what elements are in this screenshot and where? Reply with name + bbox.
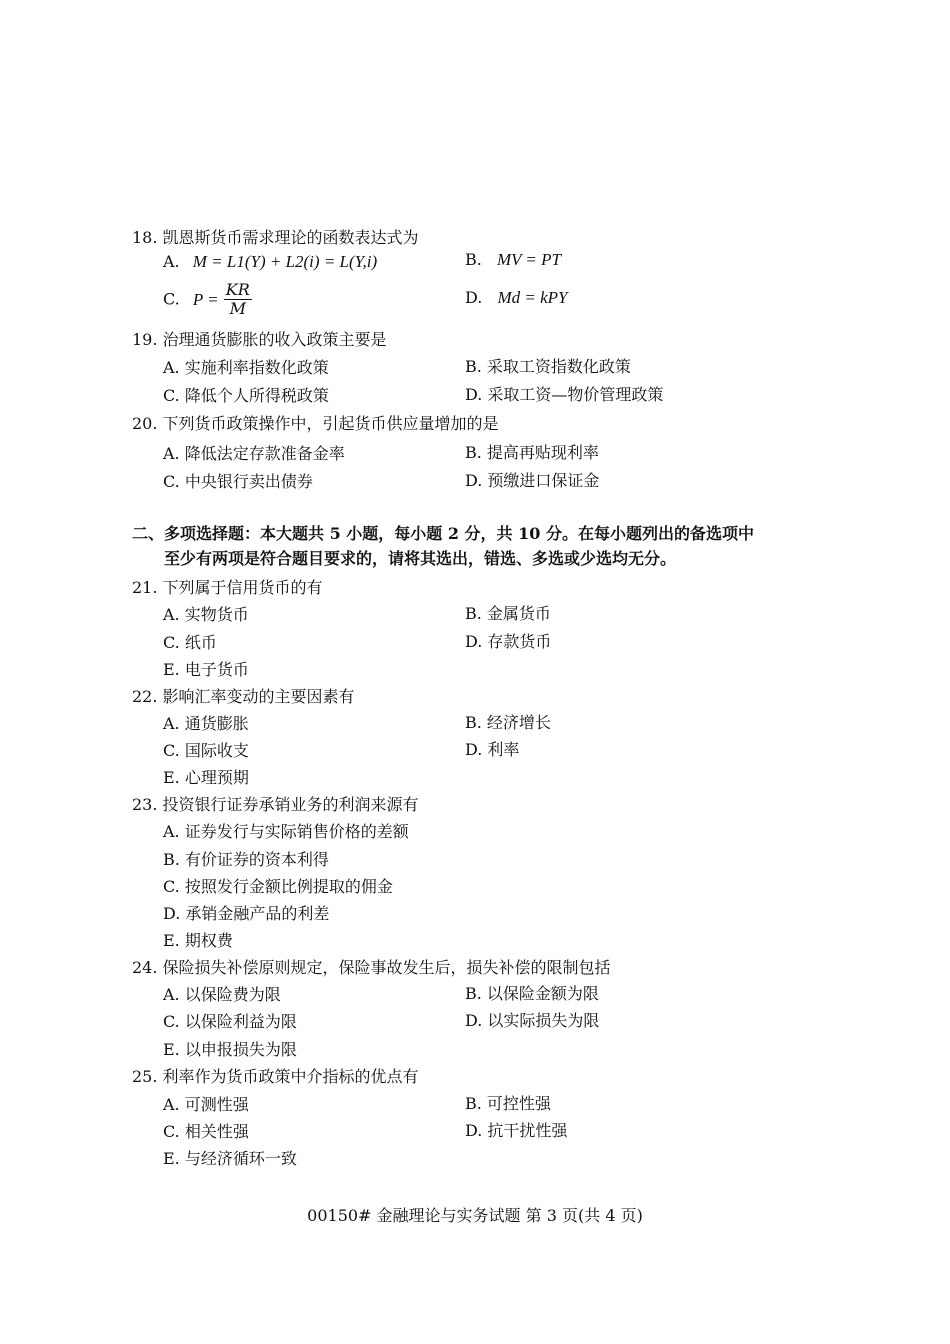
q18-option-a-label: A. xyxy=(163,252,180,271)
q23-option-c: C. 按照发行金额比例提取的佣金 xyxy=(163,877,393,896)
q18-option-c-label: C. xyxy=(163,289,180,309)
q22-stem: 22. 影响汇率变动的主要因素有 xyxy=(132,687,355,706)
q19-option-c: C. 降低个人所得税政策 xyxy=(163,386,329,405)
section-2-heading: 二、多项选择题：本大题共 5 小题，每小题 2 分，共 10 分。在每小题列出的备选项中 xyxy=(132,524,754,543)
q18-option-b-formula: MV = PT xyxy=(496,250,561,269)
q21-stem: 21. 下列属于信用货币的有 xyxy=(132,578,323,597)
q22-option-e: E. 心理预期 xyxy=(163,768,249,787)
q24-option-d: D. 以实际损失为限 xyxy=(465,1011,600,1030)
q18-option-d xyxy=(465,288,567,308)
q25-option-c: C. 相关性强 xyxy=(163,1122,249,1141)
q21-option-b: B. 金属货币 xyxy=(465,604,551,623)
q18-option-c-denominator: M xyxy=(229,299,246,318)
q25-option-b: B. 可控性强 xyxy=(465,1094,551,1113)
q18-option-c-lhs: P = xyxy=(192,289,219,309)
q20-option-c: C. 中央银行卖出债券 xyxy=(163,472,313,491)
q25-option-e: E. 与经济循环一致 xyxy=(163,1149,297,1168)
q24-option-e: E. 以申报损失为限 xyxy=(163,1040,297,1059)
q22-option-c: C. 国际收支 xyxy=(163,741,249,760)
q18-option-c-fraction xyxy=(224,281,252,318)
q24-option-b: B. 以保险金额为限 xyxy=(465,984,599,1003)
q19-option-b: B. 采取工资指数化政策 xyxy=(465,357,631,376)
q23-option-e: E. 期权费 xyxy=(163,931,233,950)
q18-option-a-formula: M = L1(Y) + L2(i) = L(Y,i) xyxy=(192,252,378,271)
q24-option-a: A. 以保险费为限 xyxy=(163,985,281,1004)
q24-option-c: C. 以保险利益为限 xyxy=(163,1012,297,1031)
q25-option-d: D. 抗干扰性强 xyxy=(465,1121,568,1140)
q20-option-b: B. 提高再贴现利率 xyxy=(465,443,599,462)
q21-option-c: C. 纸币 xyxy=(163,633,217,652)
q24-stem: 24. 保险损失补偿原则规定，保险事故发生后，损失补偿的限制包括 xyxy=(132,958,611,977)
q22-option-b: B. 经济增长 xyxy=(465,713,551,732)
q19-stem: 19. 治理通货膨胀的收入政策主要是 xyxy=(132,330,387,349)
q23-option-d: D. 承销金融产品的利差 xyxy=(163,904,330,923)
q18-option-b xyxy=(465,250,561,270)
q18-option-b-label: B. xyxy=(465,250,482,269)
q20-option-d: D. 预缴进口保证金 xyxy=(465,471,600,490)
q18-option-d-formula: Md = kPY xyxy=(497,288,568,307)
q18-stem: 18. 凯恩斯货币需求理论的函数表达式为 xyxy=(132,228,419,247)
q21-option-e: E. 电子货币 xyxy=(163,660,249,679)
q21-option-d: D. 存款货币 xyxy=(465,632,552,651)
q19-option-a: A. 实施利率指数化政策 xyxy=(163,358,329,377)
q23-stem: 23. 投资银行证券承销业务的利润来源有 xyxy=(132,795,419,814)
q18-option-a xyxy=(163,252,377,272)
q18-option-c xyxy=(163,281,252,318)
q25-option-a: A. 可测性强 xyxy=(163,1095,249,1114)
q20-stem: 20. 下列货币政策操作中，引起货币供应量增加的是 xyxy=(132,414,499,433)
q20-option-a: A. 降低法定存款准备金率 xyxy=(163,444,345,463)
page-footer: 00150# 金融理论与实务试题 第 3 页(共 4 页) xyxy=(307,1206,643,1225)
section-2-instructions: 至少有两项是符合题目要求的，请将其选出，错选、多选或少选均无分。 xyxy=(164,549,677,568)
q22-option-d: D. 利率 xyxy=(465,740,520,759)
q25-stem: 25. 利率作为货币政策中介指标的优点有 xyxy=(132,1067,419,1086)
q22-option-a: A. 通货膨胀 xyxy=(163,714,249,733)
q18-option-c-numerator: KR xyxy=(225,280,250,299)
q23-option-a: A. 证券发行与实际销售价格的差额 xyxy=(163,822,409,841)
q23-option-b: B. 有价证券的资本利得 xyxy=(163,850,329,869)
q21-option-a: A. 实物货币 xyxy=(163,605,249,624)
q18-option-d-label: D. xyxy=(465,288,483,307)
q19-option-d: D. 采取工资—物价管理政策 xyxy=(465,385,664,404)
